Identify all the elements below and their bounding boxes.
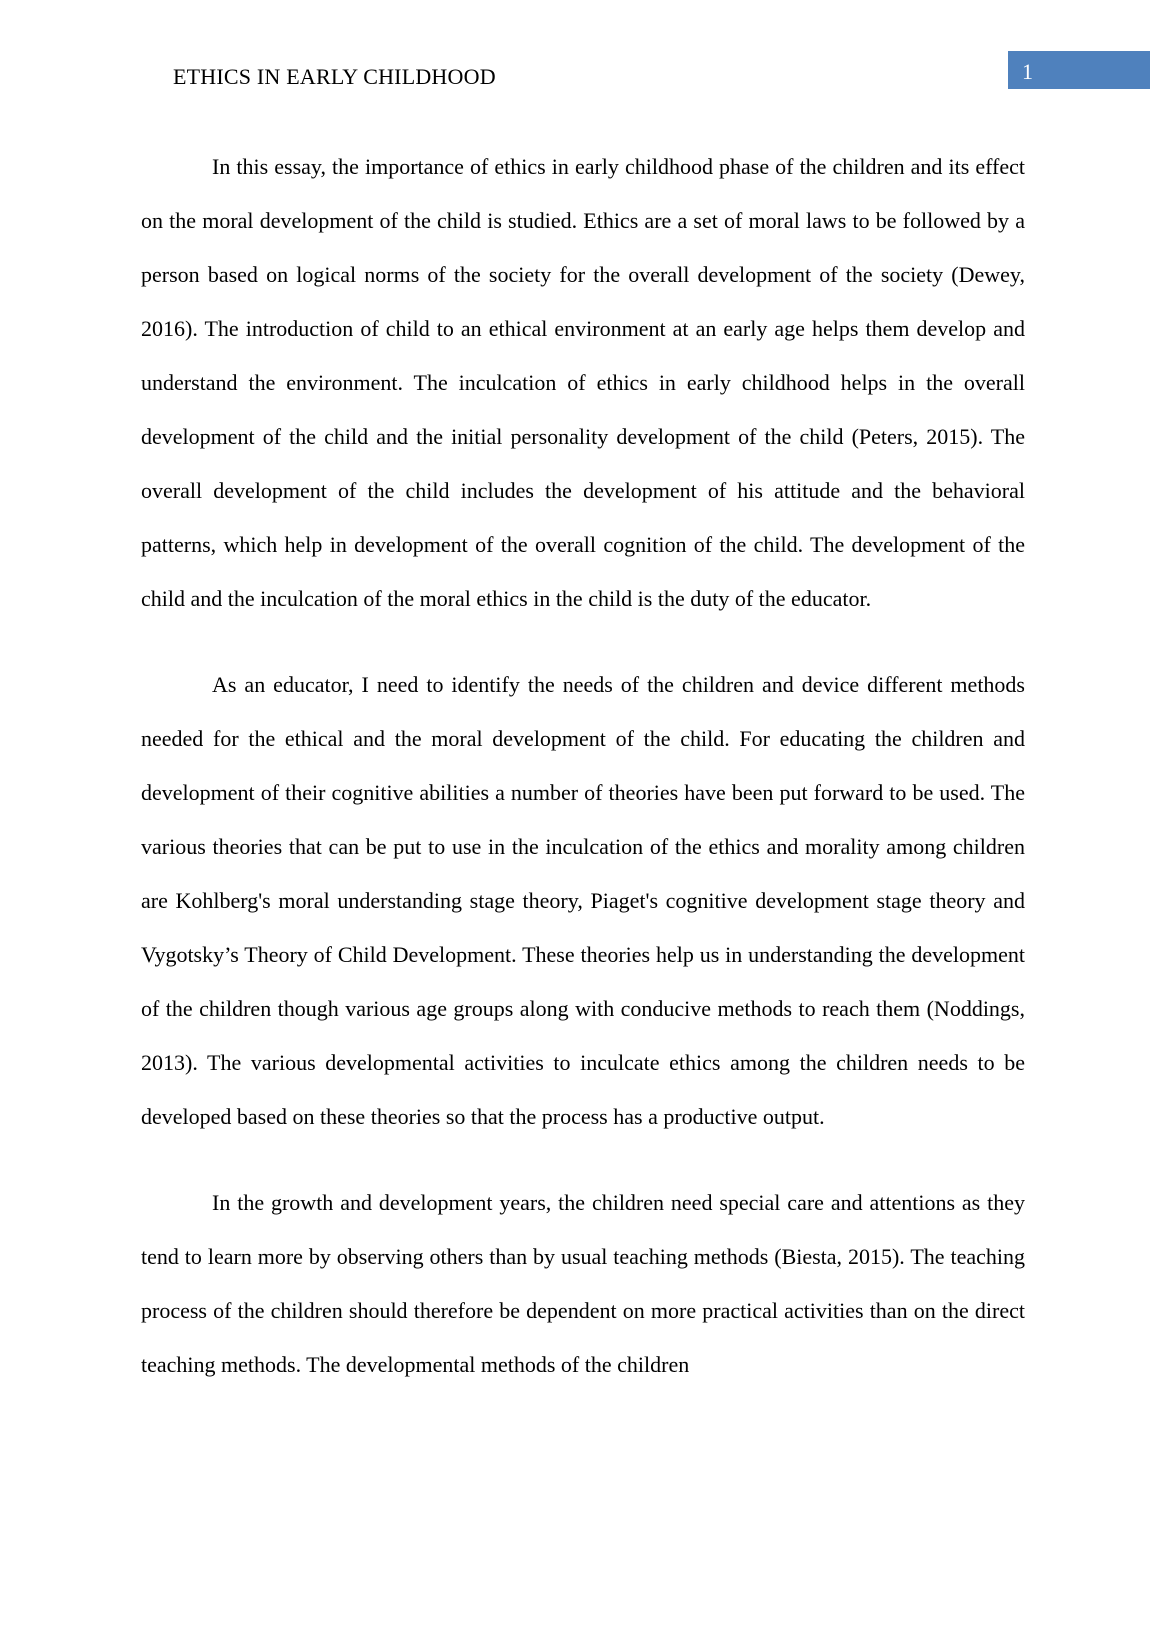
- document-body: [141, 140, 1025, 1392]
- running-head-title: ETHICS IN EARLY CHILDHOOD: [173, 64, 496, 89]
- page-number-box: [1008, 51, 1150, 89]
- paragraph-2: As an educator, I need to identify the needs of the children and device different methods needed for the ethical and the moral development of the child. For educating the children and development of their cognitive abilities a number of theories have been put forward to be used. The various theories that can be put to use in the inculcation of the ethics and morality among children are Kohlberg's moral understanding stage theory, Piaget's cognitive development stage theory and Vygotsky’s Theory of Child Development. These theories help us in understanding the development of the children though various age groups along with conducive methods to reach them (Noddings, 2013). The various developmental activities to inculcate ethics among the children needs to be developed based on these theories so that the process has a productive output.: [141, 672, 1025, 1129]
- paragraph-1: In this essay, the importance of ethics in early childhood phase of the children and its effect on the moral development of the child is studied. Ethics are a set of moral laws to be followed by a person based on logical norms of the society for the overall development of the society (Dewey, 2016). The introduction of child to an ethical environment at an early age helps them develop and understand the environment. The inculcation of ethics in early childhood helps in the overall development of the child and the initial personality development of the child (Peters, 2015). The overall development of the child includes the development of his attitude and the behavioral patterns, which help in development of the overall cognition of the child. The development of the child and the inculcation of the moral ethics in the child is the duty of the educator.: [141, 154, 1025, 611]
- paragraph-3: In the growth and development years, the children need special care and attentions as they tend to learn more by observing others than by usual teaching methods (Biesta, 2015). The teaching process of the children should therefore be dependent on more practical activities than on the direct teaching methods. The developmental methods of the children: [141, 1190, 1025, 1377]
- page-number: 1: [1022, 59, 1033, 84]
